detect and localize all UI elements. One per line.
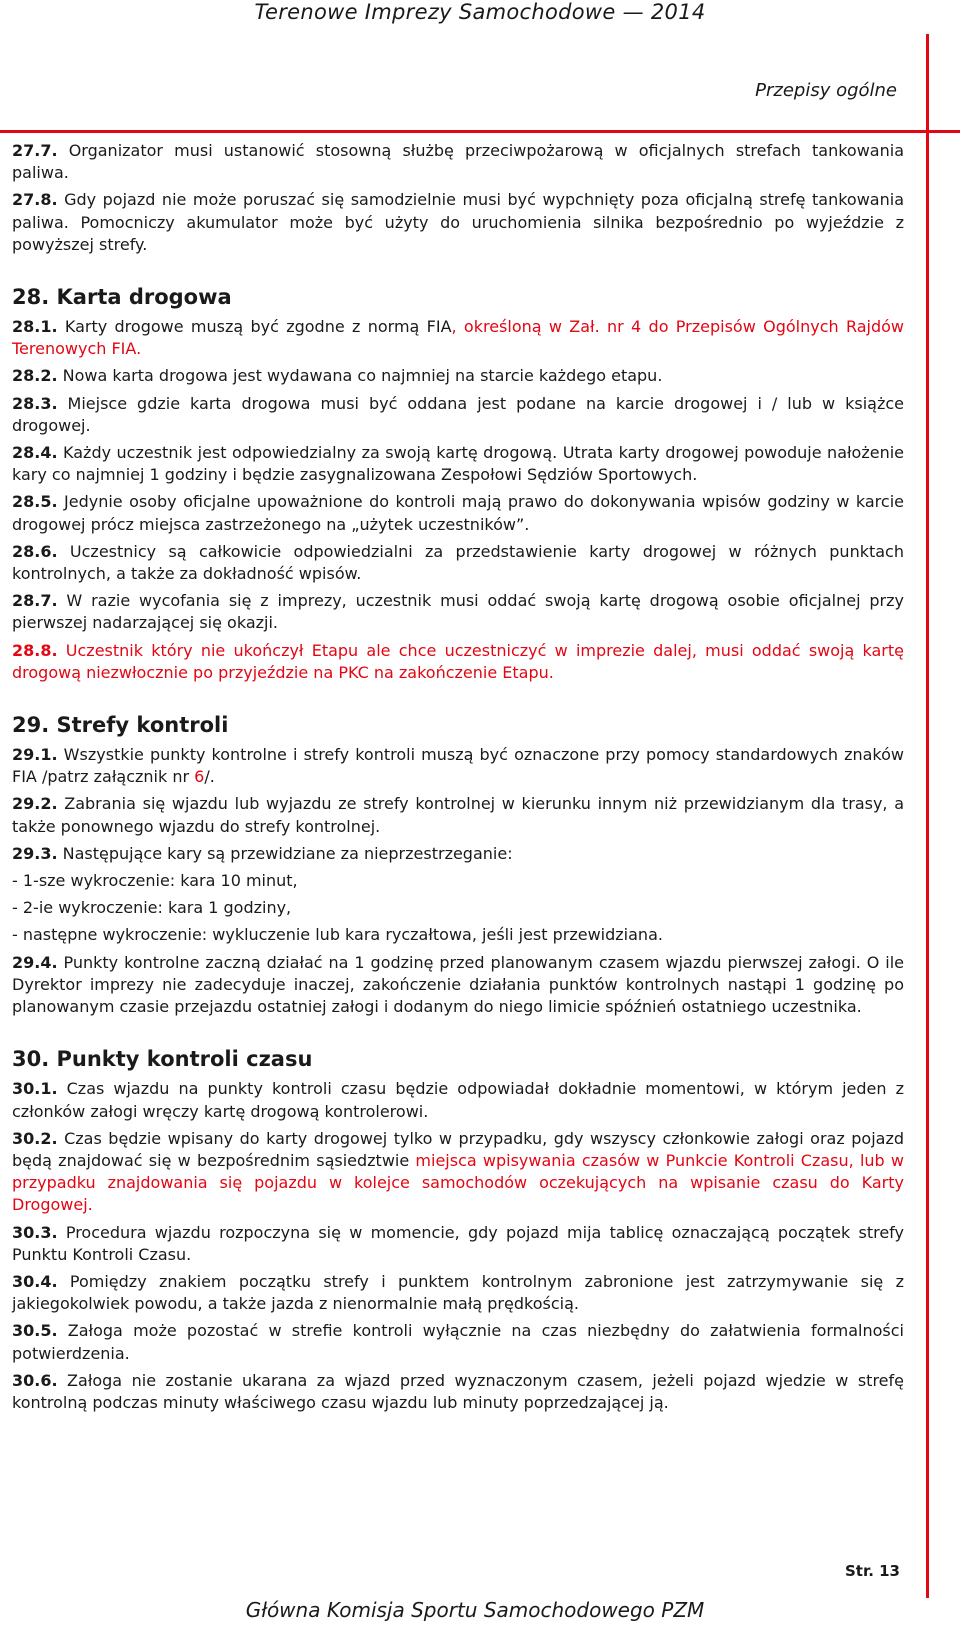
paragraph-29-4 <box>12 952 904 1019</box>
paragraph-29-2 <box>12 793 904 837</box>
list-item: - 2-ie wykroczenie: kara 1 godziny, <box>12 898 292 918</box>
paragraph-text: Gdy pojazd nie może poruszać się samodzielnie musi być wypchnięty poza oficjalną strefę tankowania paliwa. Pomocniczy akumulator może być użyty do uruchomienia silnika bezpośrednio po wyjeździe z powyższej strefy. <box>12 190 904 254</box>
paragraph-30-5 <box>12 1320 904 1364</box>
paragraph-text: Czas wjazdu na punkty kontroli czasu będzie odpowiadał dokładnie momentowi, w którym jeden z członków załogi wręczy kartę drogową kontrolerowi. <box>12 1079 904 1121</box>
paragraph-30-1 <box>12 1078 904 1122</box>
page-number: Str. 13 <box>844 1562 900 1580</box>
paragraph-number: 30.3. <box>12 1222 58 1242</box>
footer-organization: Główna Komisja Sportu Samochodowego PZM <box>245 1598 705 1622</box>
list-item: - 1-sze wykroczenie: kara 10 minut, <box>12 871 298 891</box>
paragraph-number: 28.4. <box>12 443 58 463</box>
paragraph-number: 29.3. <box>12 843 58 863</box>
paragraph-text: Pomiędzy znakiem początku strefy i punktem kontrolnym zabronione jest zatrzymywanie się z jakiegokolwiek powodu, a także jazda z nienormalnie małą prędkością. <box>12 1271 904 1314</box>
paragraph-30-3 <box>12 1222 904 1266</box>
document-header-title: Terenowe Imprezy Samochodowe — 2014 <box>254 0 706 24</box>
paragraph-number: 30.1. <box>12 1079 58 1099</box>
paragraph-text-highlight: 6 <box>194 767 205 787</box>
section-heading-28: 28. Karta drogowa <box>12 285 232 310</box>
paragraph-28-6 <box>12 541 904 585</box>
paragraph-number: 28.6. <box>12 541 58 561</box>
section-label: Przepisy ogólne <box>755 80 897 101</box>
paragraph-text: Następujące kary są przewidziane za nieprzestrzeganie: <box>57 843 513 863</box>
vertical-rule <box>926 34 929 1598</box>
paragraph-text: Jedynie osoby oficjalne upoważnione do kontroli mają prawo do dokonywania wpisów godziny w karcie drogowej prócz miejsca zastrzeżonego na „użytek uczestników”. <box>12 492 904 534</box>
paragraph-number: 28.2. <box>12 366 58 386</box>
paragraph-number: 29.4. <box>12 952 58 972</box>
paragraph-number: 30.4. <box>12 1271 58 1291</box>
paragraph-text-highlight: , określoną w Zał. nr 4 do Przepisów Ogólnych Rajdów Terenowych FIA. <box>12 317 905 359</box>
paragraph-text: Karty drogowe muszą być zgodne z normą FIA <box>57 317 452 337</box>
paragraph-text: Każdy uczestnik jest odpowiedzialny za swoją kartę drogową. Utrata karty drogowej powoduje nałożenie kary co najmniej 1 godziny i będzie zasygnalizowana Zespołowi Sędziów Sportowych. <box>12 443 904 485</box>
paragraph-28-8 <box>12 640 904 684</box>
paragraph-text: W razie wycofania się z imprezy, uczestnik musi oddać swoją kartę drogową osobie oficjalnej przy pierwszej nadarzającej się okazji. <box>12 591 904 633</box>
paragraph-text: Punkty kontrolne zaczną działać na 1 godzinę przed planowanym czasem wjazdu pierwszej załogi. O ile Dyrektor imprezy nie zadecyduje inaczej, zakończenie działania punktów kontrolnych nastąpi 1 godzinę po planowanym czasie przejazdu ostatniej załogi i dodanym do niego limicie spóźnień ostatniego uczestnika. <box>12 952 904 1017</box>
paragraph-28-2 <box>12 365 904 387</box>
horizontal-rule <box>0 130 960 133</box>
paragraph-text: Uczestnik który nie ukończył Etapu ale chce uczestniczyć w imprezie dalej, musi oddać swoją kartę drogową niezwłocznie po przyjeździe na PKC na zakończenie Etapu. <box>12 640 904 682</box>
paragraph-text: Nowa karta drogowa jest wydawana co najmniej na starcie każdego etapu. <box>57 366 663 386</box>
paragraph-text: Organizator musi ustanowić stosowną służbę przeciwpożarową w oficjalnych strefach tankowania paliwa. <box>12 141 904 183</box>
paragraph-number: 29.1. <box>12 745 58 765</box>
paragraph-text: Procedura wjazdu rozpoczyna się w momencie, gdy pojazd mija tablicę oznaczającą początek strefy Punktu Kontroli Czasu. <box>12 1222 904 1264</box>
paragraph-29-1 <box>12 744 904 788</box>
paragraph-number: 27.7. <box>12 141 58 160</box>
paragraph-number: 30.5. <box>12 1321 58 1341</box>
paragraph-text: Miejsce gdzie karta drogowa musi być oddana jest podane na karcie drogowej i / lub w książce drogowej. <box>12 393 904 435</box>
paragraph-number: 29.2. <box>12 794 58 814</box>
paragraph-28-7 <box>12 590 904 634</box>
section-heading-30: 30. Punkty kontroli czasu <box>12 1047 313 1072</box>
paragraph-27-7 <box>12 140 904 184</box>
paragraph-28-1 <box>12 316 904 360</box>
paragraph-text: Wszystkie punkty kontrolne i strefy kontroli muszą być oznaczone przy pomocy standardowych znaków FIA /patrz załącznik nr <box>12 745 904 787</box>
paragraph-number: 28.1. <box>12 317 58 337</box>
paragraph-28-5 <box>12 491 904 535</box>
paragraph-27-8 <box>12 189 904 256</box>
paragraph-number: 28.5. <box>12 492 58 512</box>
document-body <box>12 140 904 1419</box>
paragraph-text: Uczestnicy są całkowicie odpowiedzialni za przedstawienie karty drogowej w różnych punktach kontrolnych, a także za dokładność wpisów. <box>12 541 904 584</box>
paragraph-number: 30.6. <box>12 1370 58 1390</box>
paragraph-30-2 <box>12 1128 904 1217</box>
paragraph-number: 28.7. <box>12 591 58 611</box>
paragraph-text: Czas będzie wpisany do karty drogowej tylko w przypadku, gdy wszyscy członkowie załogi oraz pojazd będą znajdować się w bezpośrednim sąsiedztwie <box>12 1128 904 1170</box>
paragraph-28-4 <box>12 442 904 486</box>
paragraph-number: 28.3. <box>12 393 58 413</box>
paragraph-number: 27.8. <box>12 190 58 210</box>
paragraph-29-3 <box>12 843 904 865</box>
paragraph-30-6 <box>12 1370 904 1414</box>
paragraph-30-4 <box>12 1271 904 1315</box>
paragraph-28-3 <box>12 393 904 437</box>
list-item: - następne wykroczenie: wykluczenie lub kara ryczałtowa, jeśli jest przewidziana. <box>12 925 663 945</box>
paragraph-text: Załoga może pozostać w strefie kontroli wyłącznie na czas niezbędny do załatwienia formalności potwierdzenia. <box>12 1321 904 1363</box>
paragraph-number: 28.8. <box>12 640 58 660</box>
paragraph-text-highlight: miejsca wpisywania czasów w Punkcie Kontroli Czasu, lub w przypadku znajdowania się pojazdu w kolejce samochodów oczekujących na wpisanie czasu do Karty Drogowej. <box>12 1150 904 1215</box>
paragraph-text: Zabrania się wjazdu lub wyjazdu ze strefy kontrolnej w kierunku innym niż przewidzianym dla trasy, a także ponownego wjazdu do strefy kontrolnej. <box>12 794 904 836</box>
paragraph-text: Załoga nie zostanie ukarana za wjazd przed wyznaczonym czasem, jeżeli pojazd wjedzie w strefę kontrolną podczas minuty właściwego czasu wjazdu lub minuty poprzedzającej ją. <box>12 1370 904 1412</box>
paragraph-text: /. <box>204 767 215 787</box>
paragraph-number: 30.2. <box>12 1128 58 1148</box>
section-heading-29: 29. Strefy kontroli <box>12 713 229 738</box>
